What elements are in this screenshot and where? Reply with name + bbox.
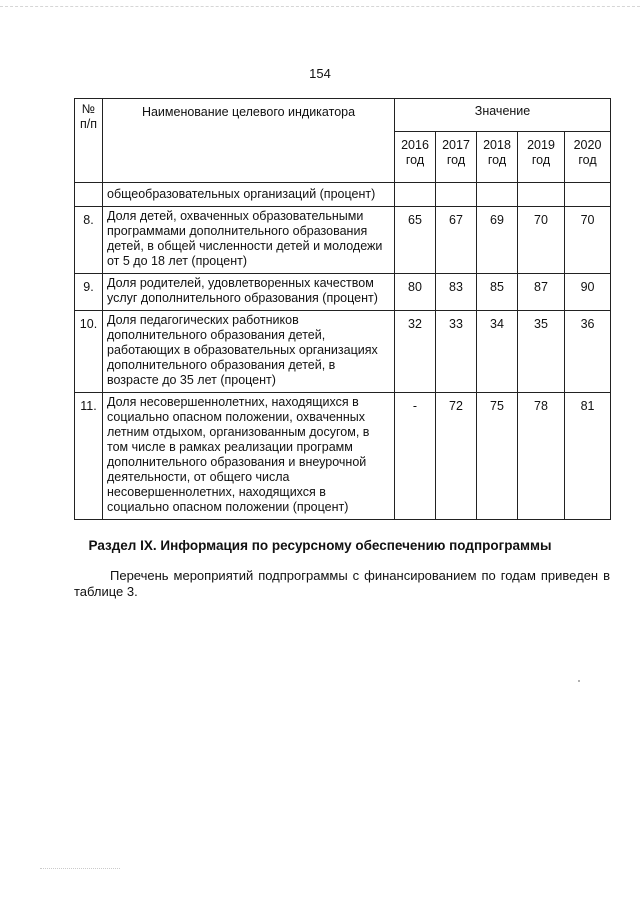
cell-num: 11. — [75, 393, 103, 520]
header-year-2016: 2016 год — [395, 132, 436, 183]
cell-empty — [436, 183, 477, 207]
cell-value: 85 — [477, 274, 518, 311]
cell-value: 87 — [518, 274, 565, 311]
cell-value: 70 — [518, 207, 565, 274]
cell-name: Доля детей, охваченных образовательными программами дополнительного образования детей, в общей численности детей и молодежи от 5 до 18 лет (процент) — [103, 207, 395, 274]
table-row-continuation — [75, 183, 611, 207]
scan-artifact-top — [0, 6, 640, 9]
cell-value: 83 — [436, 274, 477, 311]
table-row — [75, 311, 611, 393]
cell-empty — [565, 183, 611, 207]
cell-value: 72 — [436, 393, 477, 520]
cell-value: 65 — [395, 207, 436, 274]
header-name: Наименование целевого индикатора — [103, 99, 395, 183]
cell-name: Доля педагогических работников дополнительного образования детей, работающих в образовательных организациях дополнительного образования детей, в возрасте до 35 лет (процент) — [103, 311, 395, 393]
cell-empty — [477, 183, 518, 207]
cell-value: 81 — [565, 393, 611, 520]
table-row — [75, 393, 611, 520]
cell-value: 67 — [436, 207, 477, 274]
cell-value: 36 — [565, 311, 611, 393]
cell-value: 35 — [518, 311, 565, 393]
cell-value: 33 — [436, 311, 477, 393]
page-number: 154 — [309, 66, 331, 81]
cell-value: 34 — [477, 311, 518, 393]
table-row — [75, 207, 611, 274]
header-year-2020: 2020 год — [565, 132, 611, 183]
cell-name: Доля родителей, удовлетворенных качеством услуг дополнительного образования (процент) — [103, 274, 395, 311]
cell-value: 80 — [395, 274, 436, 311]
scan-artifact-bottom — [40, 868, 120, 870]
cell-value: 69 — [477, 207, 518, 274]
header-value: Значение — [395, 99, 611, 132]
cell-num — [75, 183, 103, 207]
header-year-2019: 2019 год — [518, 132, 565, 183]
cell-value: 75 — [477, 393, 518, 520]
cell-empty — [395, 183, 436, 207]
body-paragraph: Перечень мероприятий подпрограммы с финансированием по годам приведен в таблице 3. — [74, 568, 610, 599]
header-year-2018: 2018 год — [477, 132, 518, 183]
cell-value: - — [395, 393, 436, 520]
cell-value: 70 — [565, 207, 611, 274]
table-row — [75, 274, 611, 311]
cell-empty — [518, 183, 565, 207]
indicators-table — [74, 98, 611, 520]
cell-name: Доля несовершеннолетних, находящихся в социально опасном положении, охваченных летним отдыхом, организованным досугом, в том числе в рамках реализации программ дополнительного образования и внеурочной деятельности, от общего числа несовершеннолетних, находящихся в социально опасном положении (процент) — [103, 393, 395, 520]
header-year-2017: 2017 год — [436, 132, 477, 183]
cell-num: 10. — [75, 311, 103, 393]
cell-num: 8. — [75, 207, 103, 274]
cell-value: 90 — [565, 274, 611, 311]
cell-num: 9. — [75, 274, 103, 311]
header-num: № п/п — [75, 99, 103, 183]
cell-value: 32 — [395, 311, 436, 393]
cell-name: общеобразовательных организаций (процент) — [103, 183, 395, 207]
cell-value: 78 — [518, 393, 565, 520]
section-title: Раздел IX. Информация по ресурсному обеспечению подпрограммы — [88, 538, 552, 553]
scan-speck — [578, 680, 580, 682]
